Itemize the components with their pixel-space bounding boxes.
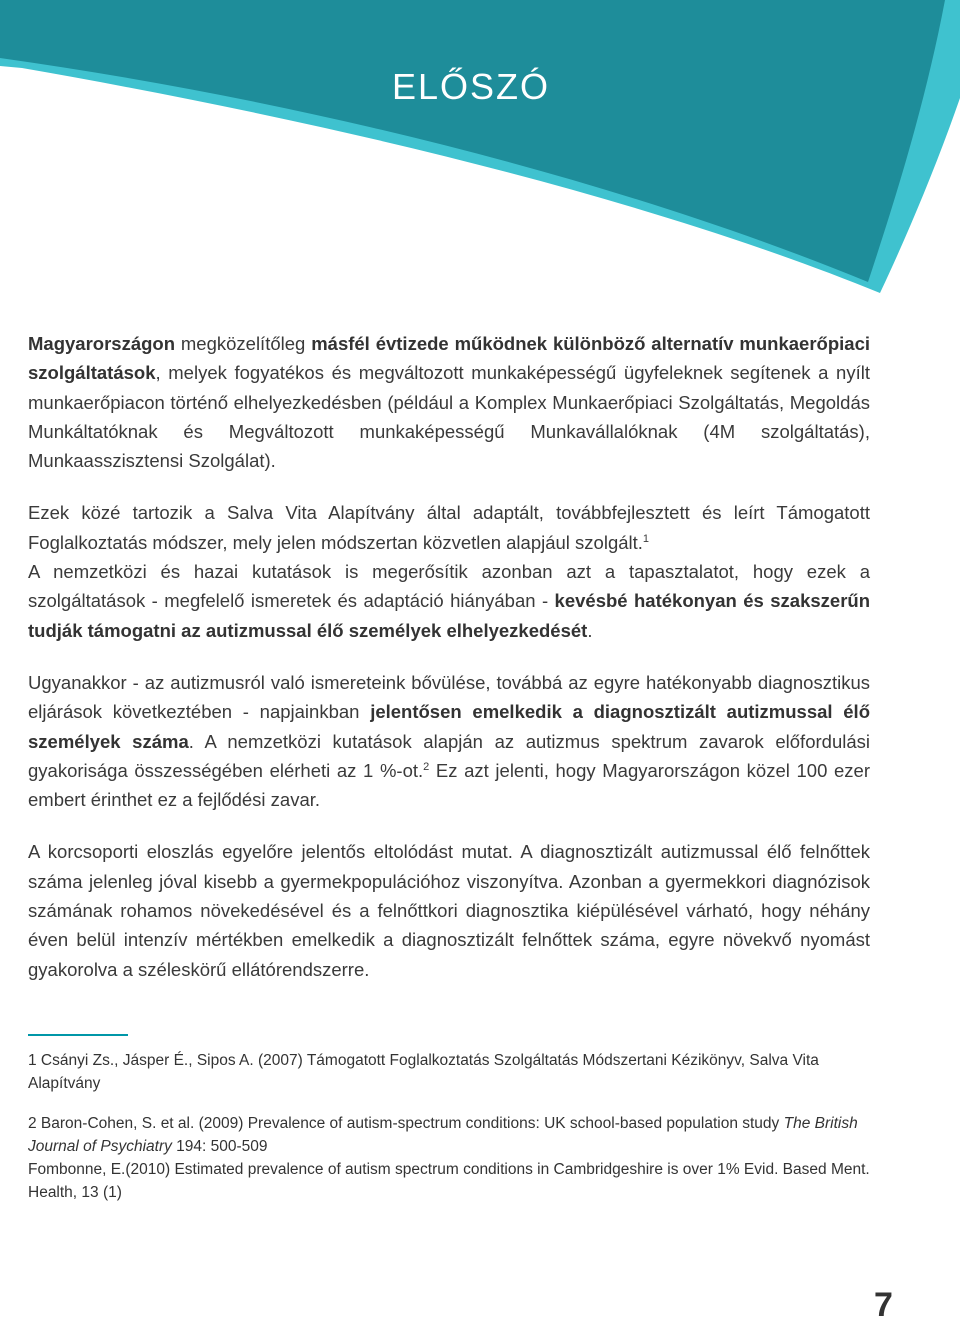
text-run: A korcsoporti eloszlás egyelőre jelentős eltolódást mutat. A diagnosztizált autizmussal élő felnőttek száma jelenleg jóval kisebb a gyermekpopulációhoz viszonyítva. Azonban a gyermekkori diagnózisok számának rohamos növekedésével és a felnőttkori diagnosztika kiépülésével várható, hogy néhány éven belül intenzív mértékben emelkedik a diagnosztizált felnőttek száma, egyre növekvő nyomást gyakorolva a széleskörű ellátórendszerre. bbox=[28, 841, 870, 980]
paragraph-intro bbox=[28, 329, 870, 475]
header-banner bbox=[0, 0, 960, 300]
footnote-text: 194: 500-509 bbox=[171, 1138, 268, 1155]
body-text bbox=[28, 329, 870, 984]
text-run: . bbox=[587, 619, 593, 641]
page-title: ELŐSZÓ bbox=[392, 66, 551, 107]
text-bold: kevésbé hatékonyan és szakszerűn tudják támogatni az autizmussal élő személyek elhelyezkedését bbox=[28, 590, 870, 641]
banner-shape bbox=[0, 0, 960, 300]
text-run: Ugyanakkor - az autizmusról való ismereteink bővülése, továbbá az egyre hatékonyabb diagnosztikus eljárások következtében - napjainkban bbox=[28, 671, 870, 723]
text-run: Ezek közé tartozik a Salva Vita Alapítvány által adaptált, továbbfejlesztett és leírt Támogatott Foglalkoztatás módszer, mely jelen módszertan közvetlen alapjául szolgált. bbox=[28, 502, 870, 553]
journal-title: The British Journal of Psychiatry bbox=[28, 1115, 858, 1155]
footnote-1: 1 Csányi Zs., Jásper É., Sipos A. (2007) Támogatott Foglalkoztatás Szolgáltatás Módszertani Kézikönyv, Salva Vita Alapítvány bbox=[28, 1052, 819, 1092]
footnote-ref-2: 2 bbox=[423, 760, 430, 773]
text-run: megközelítőleg bbox=[175, 333, 312, 354]
footnote-2 bbox=[28, 1112, 888, 1158]
text-run: . A nemzetközi kutatások alapján az autizmus spektrum zavarok előfordulási gyakorisága összességében elérheti az 1 %-ot. bbox=[28, 730, 870, 781]
footnote-text: 2 Baron-Cohen, S. et al. (2009) Prevalence of autism-spectrum conditions: UK school-based population study bbox=[28, 1115, 784, 1132]
text-bold: másfél évtizede működnek különböző alternatív munkaerőpiaci szolgáltatások bbox=[28, 333, 871, 384]
paragraph-age-distribution bbox=[28, 837, 870, 983]
footnote-3: Fombonne, E.(2010) Estimated prevalence of autism spectrum conditions in Cambridgeshire is over 1% Evid. Based Ment. Health, 13 (1) bbox=[28, 1161, 870, 1201]
paragraph-salva-vita bbox=[28, 498, 870, 557]
text-run: A nemzetközi és hazai kutatások is megerősítik azonban azt a tapasztalatot, hogy ezek a szolgáltatások - megfelelő ismeretek és adaptáció hiányában - bbox=[28, 561, 870, 612]
footnote-ref-1: 1 bbox=[642, 532, 650, 545]
page-number: 7 bbox=[874, 1286, 893, 1324]
paragraph-diagnosis bbox=[28, 668, 870, 814]
text-bold: jelentősen emelkedik a diagnosztizált autizmussal élő személyek száma bbox=[28, 701, 870, 752]
text-bold: Magyarországon bbox=[28, 333, 176, 354]
footnotes bbox=[28, 1049, 888, 1204]
footnote-divider bbox=[28, 1034, 128, 1036]
text-run: , melyek fogyatékos és megváltozott munkaképességű ügyfeleknek segítenek a nyílt munkaerőpiacon történő elhelyezkedésben (például a Komplex Munkaerőpiaci Szolgáltatás, Megoldás Munkáltatóknak és Megváltozott munkaképességű Munkavállalóknak (4M szolgáltatás), Munkaasszisztensi Szolgálat). bbox=[28, 362, 870, 472]
paragraph-research bbox=[28, 557, 870, 645]
text-run: Ez azt jelenti, hogy Magyarországon közel 100 ezer embert érinthet ez a fejlődési zavar. bbox=[28, 759, 870, 811]
